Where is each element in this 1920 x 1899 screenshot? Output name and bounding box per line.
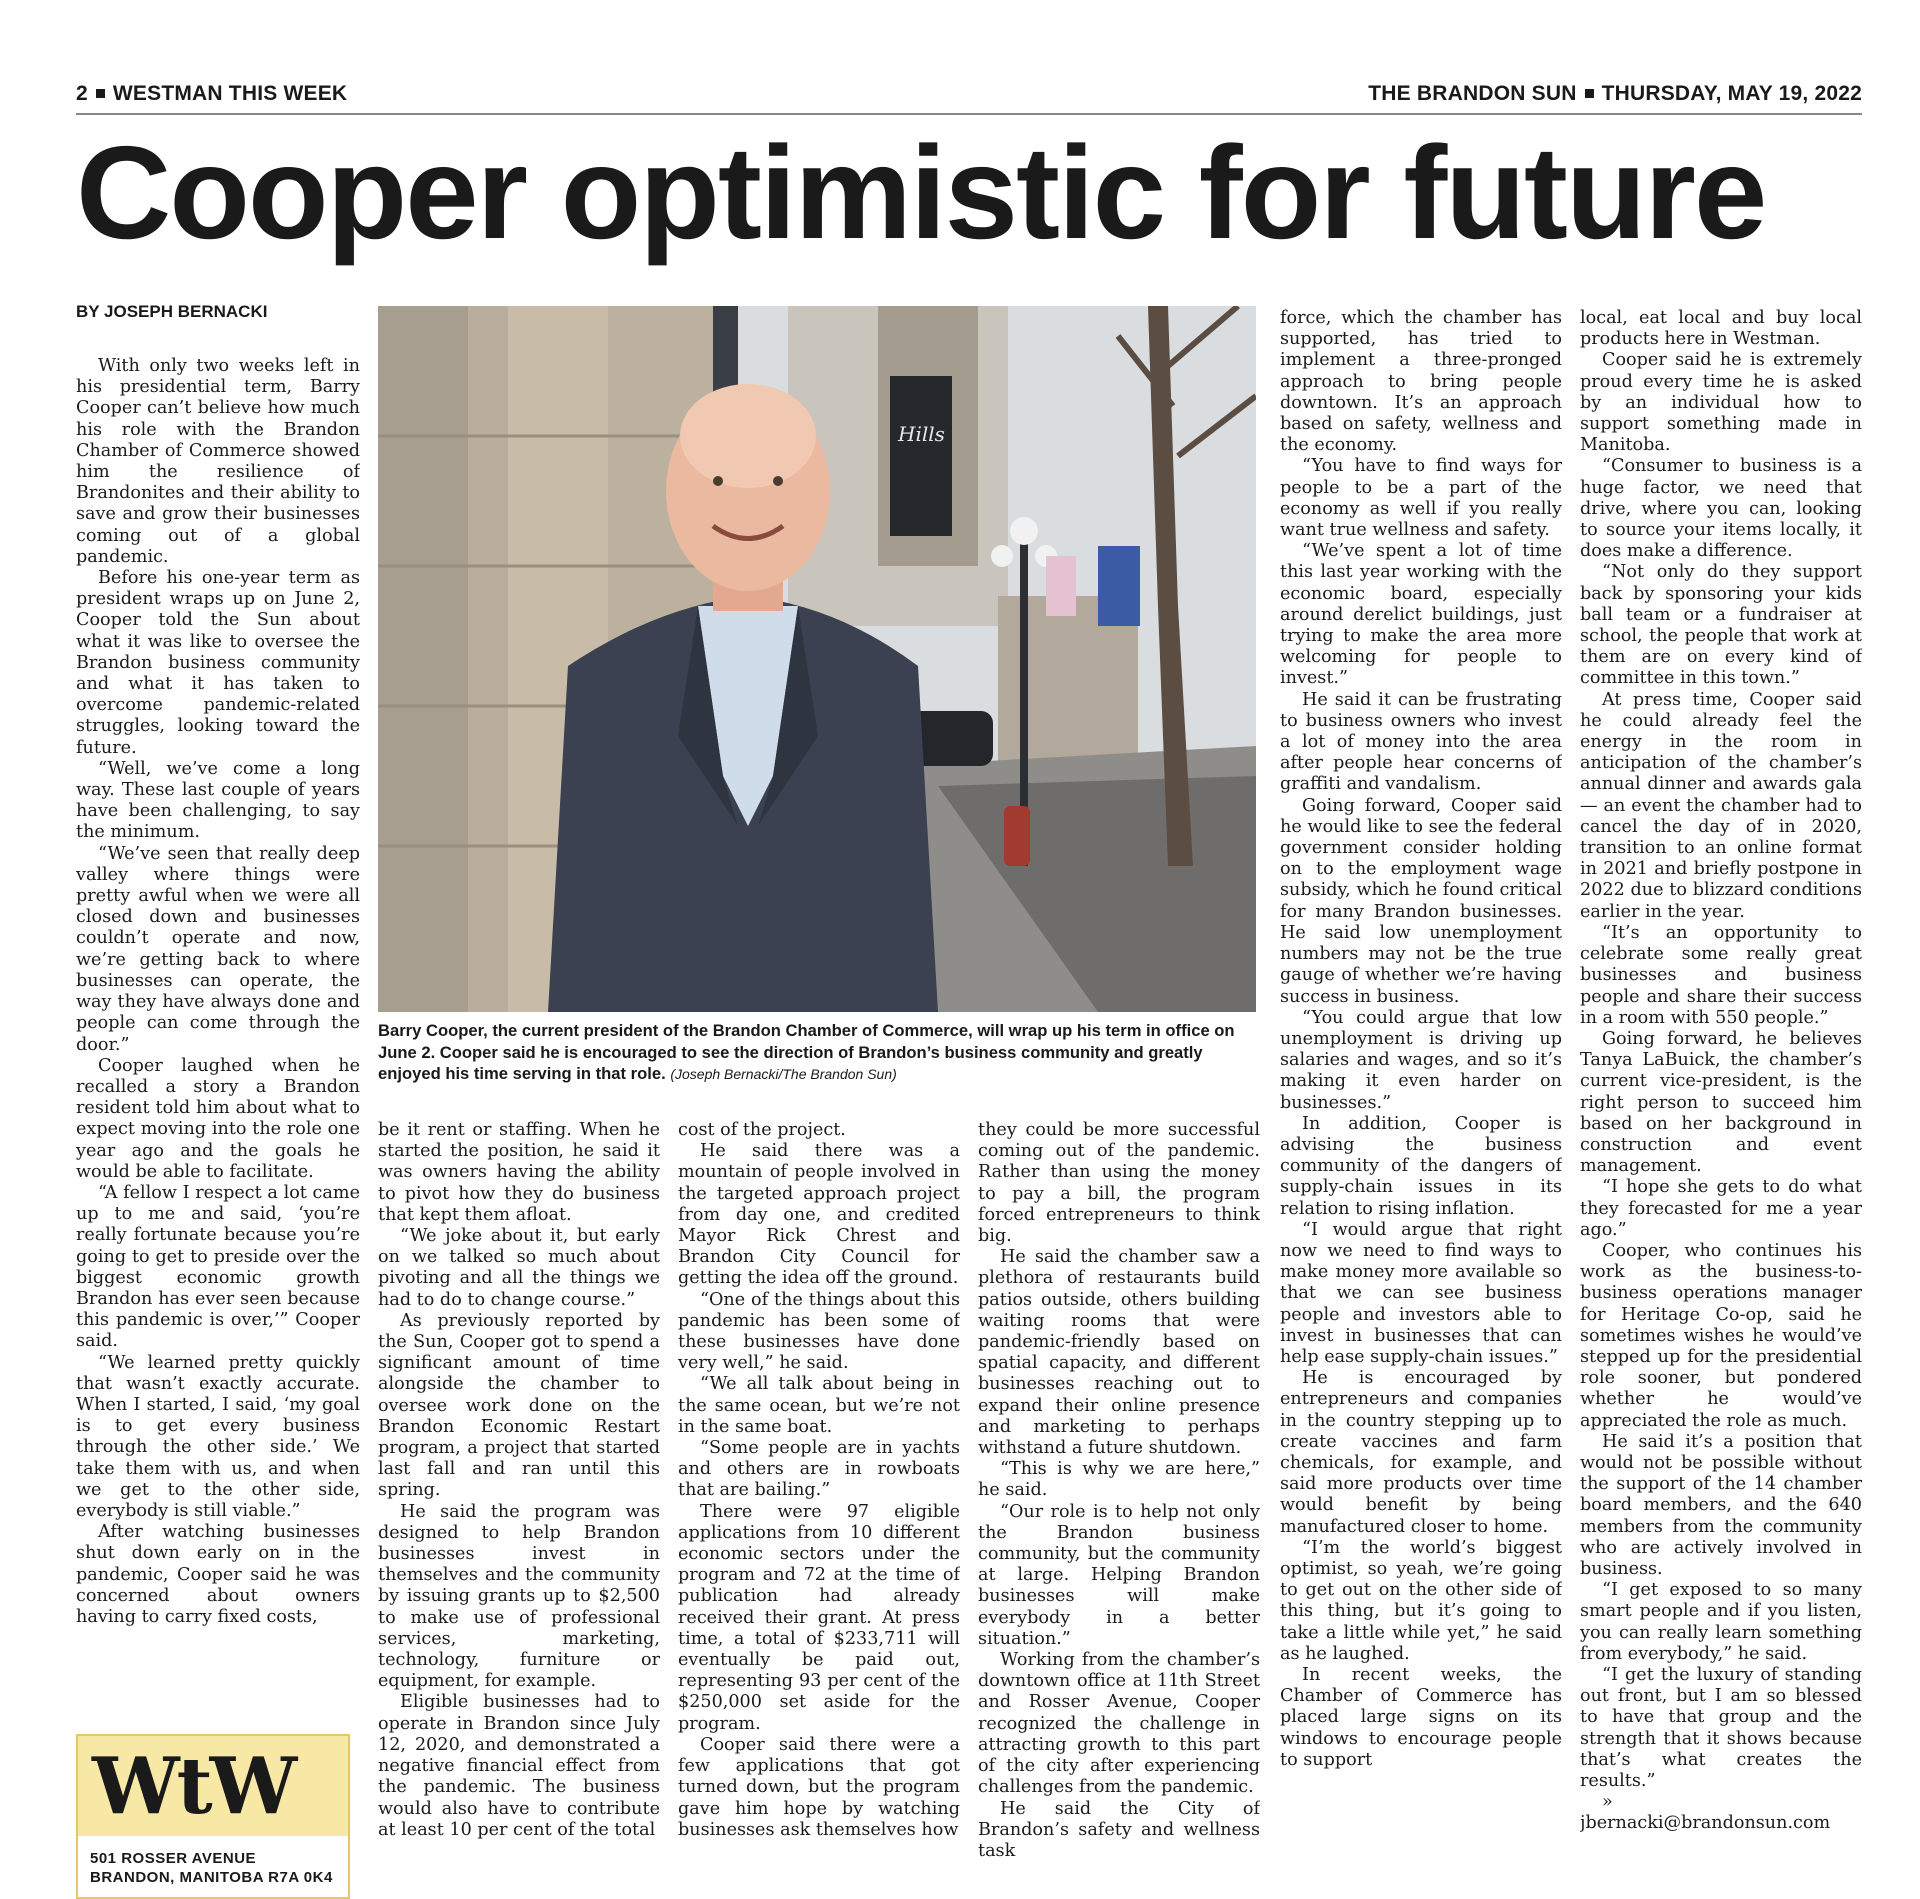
- article-paragraph: “We’ve seen that really deep valley where things were pretty awful when we were all closed down and businesses couldn’t operate and now, we’re getting back to where businesses can operate, the way they have always done and people can come through the door.”: [76, 843, 360, 1055]
- article-paragraph: local, eat local and buy local products here in Westman.: [1580, 308, 1862, 350]
- article-paragraph: Cooper, who continues his work as the business-to-business operations manager for Heritage Co-op, said he sometimes wishes he would’ve stepped up for the presidential role sooner, but pondered whether he would’ve appreciated the role as much.: [1580, 1240, 1862, 1431]
- article-paragraph: Cooper said there were a few applications that got turned down, but the program gave him hope by watching businesses ask themselves how: [678, 1734, 960, 1840]
- article-paragraph: Before his one-year term as president wraps up on June 2, Cooper told the Sun about what it was like to oversee the Brandon business community and what it has taken to overcome pandemic-related struggles, looking toward the future.: [76, 568, 360, 758]
- ad-address: [90, 1849, 333, 1887]
- article-paragraph: “I get the luxury of standing out front, but I am so blessed to have that group and the strength that it shows because that’s what creates the results.”: [1580, 1665, 1862, 1792]
- article-paragraph: “We learned pretty quickly that wasn’t exactly accurate. When I started, I said, ‘my goal is to get every business through the other side.’ We take them with us, and when we get to the other side, everybody is still viable.”: [76, 1352, 360, 1521]
- article-paragraph: “I’m the world’s biggest optimist, so yeah, we’re going to get out on the other side of this thing, but it’s going to take a little while yet,” he said as he laughed.: [1280, 1537, 1562, 1664]
- article-paragraph: “I would argue that right now we need to find ways to make money more available so that we can see business people and investors able to invest in businesses that can help ease supply-chain issues.”: [1280, 1219, 1562, 1367]
- article-paragraph: “Well, we’ve come a long way. These last couple of years have been challenging, to say the minimum.: [76, 758, 360, 843]
- header-right: [1368, 82, 1862, 106]
- article-paragraph: Going forward, Cooper said he would like to see the federal government consider holding on to the employment wage subsidy, which he found critical for many Brandon businesses. He said low unemployment numbers may not be the true gauge of whether we’re having success in business.: [1280, 795, 1562, 1007]
- article-paragraph: “A fellow I respect a lot came up to me and said, ‘you’re really fortunate because you’re going to get to preside over the biggest economic growth Brandon has ever seen because this pandemic is over,’” Cooper said.: [76, 1182, 360, 1352]
- paper-name: THE BRANDON SUN: [1368, 82, 1577, 105]
- article-paragraph: be it rent or staffing. When he started the position, he said it was owners having the ability to pivot how they do business that kept them afloat.: [378, 1120, 660, 1225]
- photo-illustration: [378, 306, 1256, 1012]
- header-rule: [76, 113, 1862, 115]
- article-paragraph: “We’ve spent a lot of time this last year working with the economic board, especially around derelict buildings, just trying to make the area more welcoming for people to invest.”: [1280, 541, 1562, 689]
- article-paragraph: With only two weeks left in his presidential term, Barry Cooper can’t believe how much his role with the Brandon Chamber of Commerce showed him the resilience of Brandonites and their ability to save and grow their businesses coming out of a global pandemic.: [76, 356, 360, 567]
- article-paragraph: “Some people are in yachts and others are in rowboats that are bailing.”: [678, 1438, 960, 1501]
- article-column-1: [76, 356, 360, 1684]
- article-paragraph: In recent weeks, the Chamber of Commerce has placed large signs on its windows to encourage people to support: [1280, 1665, 1562, 1770]
- article-paragraph: “We all talk about being in the same ocean, but we’re not in the same boat.: [678, 1374, 960, 1437]
- issue-date: THURSDAY, MAY 19, 2022: [1601, 82, 1862, 105]
- ad-address-line-2: BRANDON, MANITOBA R7A 0K4: [90, 1869, 333, 1886]
- photo-caption: [378, 1020, 1256, 1086]
- article-paragraph: “You have to find ways for people to be a part of the economy as well if you really want true wellness and safety.: [1280, 456, 1562, 541]
- article-column-3: [678, 1120, 960, 1895]
- article-paragraph: “We joke about it, but early on we talked so much about pivoting and all the things we had to do to change course.”: [378, 1226, 660, 1310]
- article-paragraph: force, which the chamber has supported, has tried to implement a three-pronged approach to bring people downtown. It’s an approach based on safety, wellness and the economy.: [1280, 308, 1562, 456]
- article-photo: [378, 306, 1256, 1012]
- article-paragraph: As previously reported by the Sun, Cooper got to spend a significant amount of time alongside the chamber to oversee work done on the Brandon Economic Restart program, a project that started last fall and ran until this spring.: [378, 1310, 660, 1501]
- article-paragraph: Going forward, he believes Tanya LaBuick, the chamber’s current vice-president, is the right person to succeed him based on her background in construction and event management.: [1580, 1028, 1862, 1177]
- article-paragraph: After watching businesses shut down early on in the pandemic, Cooper said he was concerned about owners having to carry fixed costs,: [76, 1522, 360, 1627]
- article-paragraph: He said there was a mountain of people involved in the targeted approach project from day one, and credited Mayor Rick Chrest and Brandon City Council for getting the idea off the ground.: [678, 1141, 960, 1289]
- article-paragraph: He said it can be frustrating to business owners who invest a lot of money into the area after people hear concerns of graffiti and vandalism.: [1280, 689, 1562, 795]
- header-left: [76, 82, 347, 106]
- wtw-advertisement[interactable]: [76, 1734, 350, 1899]
- headline: Cooper optimistic for future: [76, 119, 1766, 266]
- article-paragraph: “It’s an opportunity to celebrate some really great businesses and business people and share their success in a room with 550 people.”: [1580, 922, 1862, 1028]
- article-paragraph: He said the program was designed to help Brandon businesses invest in themselves and the community by issuing grants up to $2,500 to make use of professional services, marketing, technology, furniture or equipment, for example.: [378, 1501, 660, 1692]
- article-paragraph: “I hope she gets to do what they forecasted for me a year ago.”: [1580, 1177, 1862, 1240]
- article-paragraph: cost of the project.: [678, 1120, 846, 1140]
- square-bullet-icon: [1585, 89, 1594, 98]
- article-column-6: [1580, 308, 1862, 1895]
- article-column-4: [978, 1120, 1260, 1895]
- article-paragraph: He said the chamber saw a plethora of restaurants build patios outside, others building waiting rooms that were pandemic-friendly based on spatial capacity, and different businesses reaching out to expand their online presence and marketing to perhaps withstand a future shutdown.: [978, 1247, 1260, 1459]
- article-paragraph: “Our role is to help not only the Brandon business community, but the community at large. Helping Brandon businesses will make everybody in a better situation.”: [978, 1501, 1260, 1649]
- page-number: 2: [76, 82, 88, 105]
- byline: BY JOSEPH BERNACKI: [76, 302, 268, 321]
- article-paragraph: “Not only do they support back by sponsoring your kids ball team or a fundraiser at school, the people that work at them are on every kind of committee in this town.”: [1580, 562, 1862, 689]
- article-column-2: [378, 1120, 660, 1895]
- article-paragraph: Eligible businesses had to operate in Brandon since July 12, 2020, and demonstrated a negative financial effect from the pandemic. The business would also have to contribute at least 10 per cent of the total: [378, 1692, 660, 1840]
- article-paragraph: At press time, Cooper said he could already feel the energy in the room in anticipation of the chamber’s annual dinner and awards gala — an event the chamber had to cancel the day of in 2020, transition to an online format in 2021 and briefly postpone in 2022 due to blizzard conditions earlier in the year.: [1580, 689, 1862, 922]
- square-bullet-icon: [96, 89, 105, 98]
- article-paragraph: He is encouraged by entrepreneurs and companies in the country stepping up to create vaccines and farm chemicals, for example, and said more products over time would benefit by being manufactured closer to home.: [1280, 1368, 1562, 1537]
- article-paragraph: “You could argue that low unemployment is driving up salaries and wages, and so it’s making it even harder on businesses.”: [1280, 1007, 1562, 1113]
- article-paragraph: He said it’s a position that would not be possible without the support of the 14 chamber board members, and the 640 members from the community who are actively involved in business.: [1580, 1431, 1862, 1579]
- ad-address-line-1: 501 ROSSER AVENUE: [90, 1850, 257, 1867]
- article-paragraph: He said the City of Brandon’s safety and wellness task: [978, 1798, 1260, 1861]
- article-paragraph: “Consumer to business is a huge factor, we need that drive, where you can, looking to source your items locally, it does make a difference.: [1580, 456, 1862, 562]
- section-name: WESTMAN THIS WEEK: [112, 82, 348, 105]
- article-paragraph: Cooper said he is extremely proud every time he is asked by an individual how to support something made in Manitoba.: [1580, 350, 1862, 456]
- article-paragraph: Working from the chamber’s downtown office at 11th Street and Rosser Avenue, Cooper recognized the challenge in attracting growth to this part of the city after experiencing challenges from the pandemic.: [978, 1650, 1260, 1798]
- wtw-logo: WtW: [92, 1741, 295, 1832]
- article-paragraph: Cooper laughed when he recalled a story a Brandon resident told him about what to expect moving into the role one year ago and the goals he would be able to facilitate.: [76, 1055, 360, 1182]
- article-column-5: [1280, 308, 1562, 1895]
- article-paragraph: In addition, Cooper is advising the business community of the dangers of supply-chain issues in its relation to rising inflation.: [1280, 1113, 1562, 1219]
- article-paragraph: “One of the things about this pandemic has been some of these businesses have done very well,” he said.: [678, 1289, 960, 1374]
- sign-text: Hills: [898, 422, 945, 446]
- article-paragraph: There were 97 eligible applications from 10 different economic sectors under the program and 72 at the time of publication had already received their grant. At press time, a total of $233,711 will eventually be paid out, representing 93 per cent of the $250,000 set aside for the program.: [678, 1501, 960, 1734]
- article-paragraph: “I get exposed to so many smart people and if you listen, you can really learn something from everybody,” he said.: [1580, 1580, 1862, 1664]
- page-header: [76, 82, 1862, 112]
- article-paragraph: they could be more successful coming out of the pandemic. Rather than using the money to pay a bill, the program forced entrepreneurs to think big.: [978, 1120, 1260, 1247]
- article-paragraph: » jbernacki@brandonsun.com: [1580, 1792, 1831, 1834]
- ad-logo-panel: [78, 1736, 348, 1836]
- caption-text: Barry Cooper, the current president of the Brandon Chamber of Commerce, will wrap up his term in office on June 2. Cooper said he is encouraged to see the direction of Brandon’s business community and greatly enjoyed his time serving in that role.: [378, 1021, 1235, 1083]
- photo-credit: (Joseph Bernacki/The Brandon Sun): [670, 1066, 897, 1082]
- article-paragraph: “This is why we are here,” he said.: [978, 1459, 1260, 1501]
